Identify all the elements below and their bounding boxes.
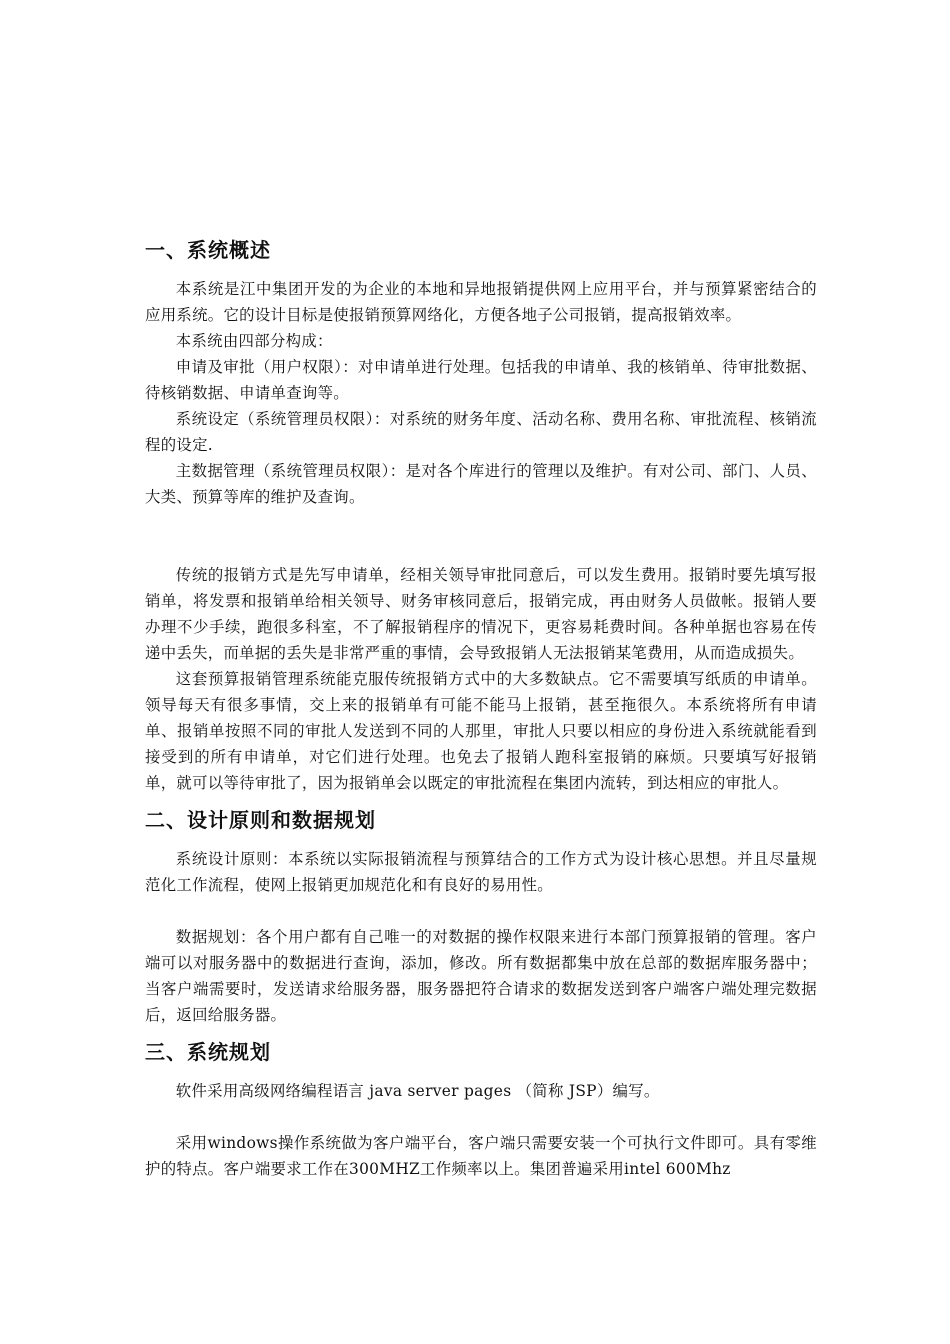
paragraph: 传统的报销方式是先写申请单，经相关领导审批同意后，可以发生费用。报销时要先填写报销单，将发票和报销单给相关领导、财务审核同意后，报销完成，再由财务人员做帐。报销人要办理不少手续，跑很多科室，不了解报销程序的情况下，更容易耗费时间。各种单据也容易在传递中丢失，而单据的丢失是非常严重的事情，会导致报销人无法报销某笔费用，从而造成损失。 xyxy=(145,566,817,662)
paragraph: 系统设定（系统管理员权限）：对系统的财务年度、活动名称、费用名称、审批流程、核销流程的设定. xyxy=(145,410,817,454)
paragraph: 本系统由四部分构成： xyxy=(175,332,333,350)
section-heading-planning: 三、系统规划 xyxy=(145,1040,271,1064)
section-heading-overview: 一、系统概述 xyxy=(145,238,271,262)
paragraph: 这套预算报销管理系统能克服传统报销方式中的大多数缺点。它不需要填写纸质的申请单。领导每天有很多事情，交上来的报销单有可能不能马上报销，甚至拖很久。本系统将所有申请单、报销单按照不同的审批人发送到不同的人那里，审批人只要以相应的身份进入系统就能看到接受到的所有申请单，对它们进行处理。也免去了报销人跑科室报销的麻烦。只要填写好报销单，就可以等待审批了，因为报销单会以既定的审批流程在集团内流转，到达相应的审批人。 xyxy=(145,670,817,792)
paragraph: 数据规划：各个用户都有自己唯一的对数据的操作权限来进行本部门预算报销的管理。客户端可以对服务器中的数据进行查询，添加，修改。所有数据都集中放在总部的数据库服务器中；当客户端需要时，发送请求给服务器，服务器把符合请求的数据发送到客户端客户端处理完数据后，返回给服务器。 xyxy=(145,928,817,1024)
paragraph: 主数据管理（系统管理员权限）：是对各个库进行的管理以及维护。有对公司、部门、人员、大类、预算等库的维护及查询。 xyxy=(145,462,817,506)
section-heading-design: 二、设计原则和数据规划 xyxy=(145,808,376,832)
paragraph: 软件采用高级网络编程语言 java server pages （简称 JSP）编写。 xyxy=(175,1082,660,1100)
document-page xyxy=(145,232,817,1182)
paragraph: 采用windows操作系统做为客户端平台，客户端只需要安装一个可执行文件即可。具有零维护的特点。客户端要求工作在300MHZ工作频率以上。集团普遍采用intel 600Mhz xyxy=(145,1134,817,1178)
paragraph: 本系统是江中集团开发的为企业的本地和异地报销提供网上应用平台，并与预算紧密结合的应用系统。它的设计目标是使报销预算网络化，方便各地子公司报销，提高报销效率。 xyxy=(145,280,817,324)
paragraph: 系统设计原则：本系统以实际报销流程与预算结合的工作方式为设计核心思想。并且尽量规范化工作流程，使网上报销更加规范化和有良好的易用性。 xyxy=(145,850,817,894)
paragraph: 申请及审批（用户权限）：对申请单进行处理。包括我的申请单、我的核销单、待审批数据、待核销数据、申请单查询等。 xyxy=(145,358,817,402)
